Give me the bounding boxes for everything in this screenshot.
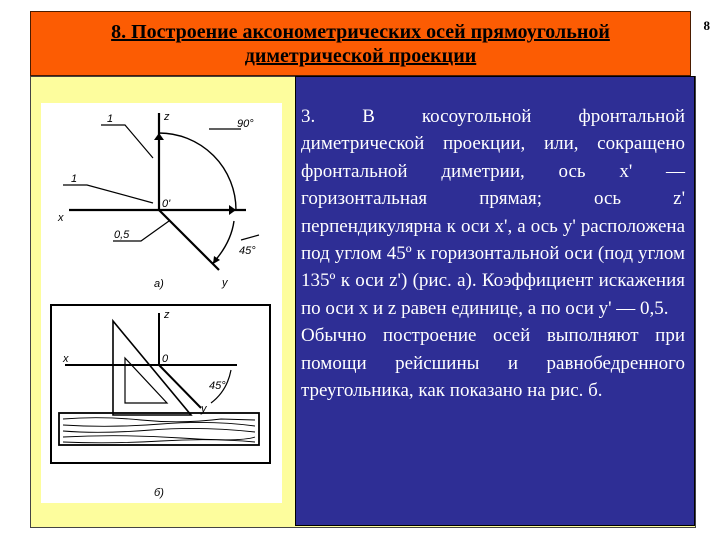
label-ratio-a: 0,5 <box>114 229 130 241</box>
arc-90-a <box>159 133 236 210</box>
title-bar <box>30 11 691 76</box>
figure-b <box>51 305 270 499</box>
figure-panel <box>41 103 282 503</box>
label-x-b: x <box>63 353 69 365</box>
axes-drawing <box>41 103 282 503</box>
text-box <box>295 76 695 526</box>
callout-1-top-a: 1 <box>107 113 114 125</box>
page-number: 8 <box>703 18 710 33</box>
axis-y-a <box>159 210 219 270</box>
label-origin-a: 0' <box>162 198 171 210</box>
arc-45-a <box>213 221 234 263</box>
label-angle-90-a: 90° <box>237 118 254 130</box>
label-x-a: x <box>58 212 64 224</box>
caption-b: б) <box>154 487 164 499</box>
label-origin-b: 0 <box>162 353 169 365</box>
leader-1-mid-a <box>63 185 153 203</box>
caption-a: а) <box>154 278 164 290</box>
label-y-a: y <box>222 277 228 289</box>
label-z-b: z <box>164 309 170 321</box>
wood-grain-b <box>63 418 255 443</box>
paragraph-1: 3. В косоугольной фронтальной диметрической проекции, или, сокращено фронтальной диметрии, ось x' — горизонтальная прямая; ось z' перпендикулярна к оси x', а ось у' расположена под углом 45º к горизонтальной оси (под углом 135º к оси z') (рис. а). Коэффициент искажения по оси x и z равен единице, а по оси у' — 0,5. <box>301 106 685 319</box>
slide-title: 8. Построение аксонометрических осей прямоугольной диметрической проекции <box>111 20 610 67</box>
label-y-b: y <box>201 403 207 415</box>
arrow-x-a <box>229 205 236 215</box>
figure-a <box>57 111 259 290</box>
callout-1-mid-a: 1 <box>71 173 78 185</box>
arrow-y-a <box>213 256 220 264</box>
leader-45-a <box>241 235 259 240</box>
paragraph-2: Обычно построение осей выполняют при помощи рейсшины и равнобедренного треугольника, как показано на рис. б. <box>301 325 685 402</box>
arrow-z-a <box>154 133 164 140</box>
label-angle-45-b: 45° <box>209 380 226 392</box>
leader-1-top-a <box>101 125 153 158</box>
label-z-a: z <box>164 111 170 123</box>
label-angle-45-a: 45° <box>239 245 256 257</box>
